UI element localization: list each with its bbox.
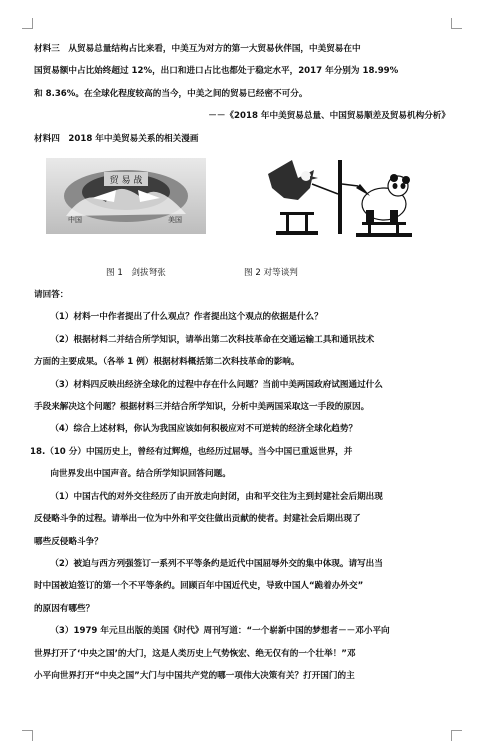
question-18-line: 哪些反侵略斗争？ xyxy=(34,536,103,547)
question-18-line: （1）中国古代的对外交往经历了由开放走向封闭，由和平交往为主到封建社会后期出现 xyxy=(50,491,383,502)
crop-mark xyxy=(22,730,33,741)
image1-right-label: 美国 xyxy=(168,216,182,225)
question-line: （1）材料一中作者提出了什么观点？作者提出这个观点的依据是什么？ xyxy=(50,312,323,323)
question-line: （3）材料四反映出经济全球化的过程中存在什么问题？当前中美两国政府试图通过什么 xyxy=(50,379,383,390)
cartoon-eagle-panda-image xyxy=(258,154,424,246)
question-18-line: 反侵略斗争的过程。请举出一位为中外和平交往做出贡献的使者。封建社会后期出现了 xyxy=(34,514,361,525)
question-18-line: （3）1979 年元旦出版的美国《时代》周刊写道：“一个崭新中国的梦想者－－邓小平向 xyxy=(50,626,390,637)
material4-title: 材料四 2018 年中美贸易关系的相关漫画 xyxy=(34,133,199,144)
question-18-line: 小平向世界打开“中央之国”大门与中国共产党的哪一项伟大决策有关？打开国门的主 xyxy=(34,670,355,681)
image1-left-label: 中国 xyxy=(68,216,82,225)
question-line: （2）根据材料二并结合所学知识，请举出第二次科技革命在交通运输工具和通讯技术 xyxy=(50,334,375,345)
question-line: （4）综合上述材料，你认为我国应该如何积极应对不可逆转的经济全球化趋势？ xyxy=(50,424,358,435)
caption-figure-1: 图 1 剑拔弩张 xyxy=(106,268,166,279)
document-body xyxy=(30,38,450,687)
cartoon-trade-war-image xyxy=(46,158,206,234)
image-captions xyxy=(34,262,450,284)
material3-line: 国贸易额中占比始终超过 12%，出口和进口占比也都处于稳定水平，2017 年分别为 18.99% xyxy=(34,66,399,77)
question-line: 手段来解决这个问题？根据材料三并结合所学知识，分析中美两国采取这一手段的原因。 xyxy=(34,402,370,413)
crop-mark xyxy=(451,730,462,741)
question-line: 方面的主要成果。（各举 1 例）根据材料概括第二次科技革命的影响。 xyxy=(34,357,300,368)
questions-intro: 请回答： xyxy=(34,290,69,301)
image1-top-label: 贸 易 战 xyxy=(109,176,143,187)
caption-figure-2: 图 2 对等谈判 xyxy=(244,268,298,279)
question-18-line: （2）被迫与西方列强签订一系列不平等条约是近代中国屈辱外交的集中体现。请写出当 xyxy=(50,558,383,569)
crop-mark xyxy=(451,18,462,29)
cartoon-images xyxy=(34,154,450,262)
material3-line: 和 8.36%。在全球化程度较高的当今，中美之间的贸易已经密不可分。 xyxy=(34,88,308,99)
question-18-line: 时中国被迫签订的第一个不平等条约。回顾百年中国近代史，导致中国人“跪着办外交” xyxy=(34,581,364,592)
material3-source: －－《2018 年中美贸易总量、中国贸易顺差及贸易机构分析》 xyxy=(208,111,450,122)
question-18-head: 18.（10 分）中国历史上，曾经有过辉煌，也经历过屈辱。当今中国已重返世界，并 xyxy=(30,446,353,457)
material3-line: 材料三 从贸易总量结构占比来看，中美互为对方的第一大贸易伙伴国，中美贸易在中 xyxy=(34,44,361,54)
question-18-line: 世界打开了‘中央之国’的大门，这是人类历史上气势恢宏、绝无仅有的一个壮举！”邓 xyxy=(34,648,356,659)
crop-mark xyxy=(22,18,33,29)
question-18-line: 向世界发出中国声音。结合所学知识回答问题。 xyxy=(50,469,231,480)
question-18-line: 的原因有哪些？ xyxy=(34,603,95,614)
